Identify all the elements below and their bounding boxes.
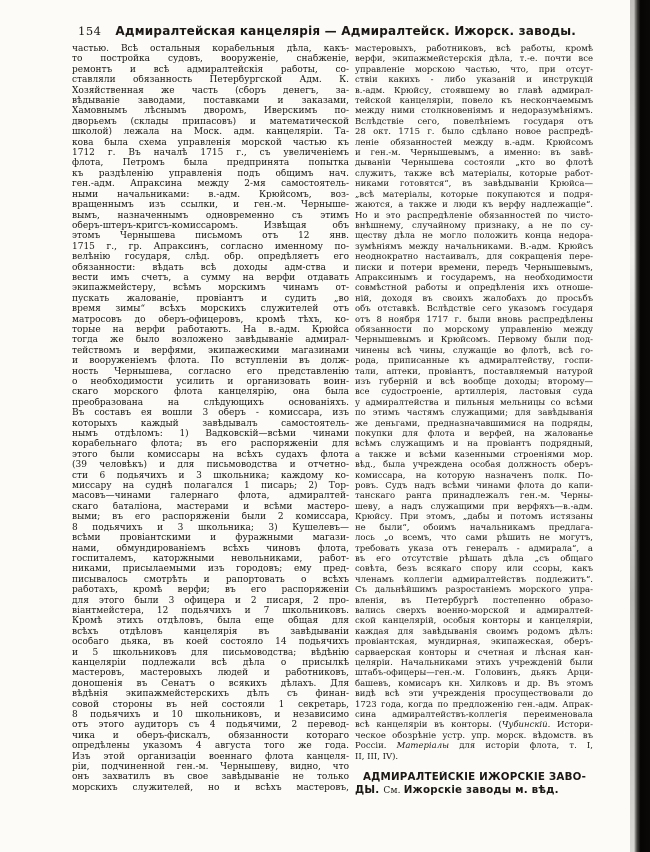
text-line: внѣшнему, случайному признаку, а не по су-: [355, 220, 593, 231]
text-line: віантмейстера, 12 подьячихъ и 7 школьниковъ.: [72, 605, 349, 616]
text-line: мастеровыхъ, работниковъ, всѣ работы, кромѣ: [355, 44, 593, 54]
entry-headword-line1: АДМИРАЛТЕЙСКІЕ ИЖОРСКІЕ ЗАВО-: [363, 771, 587, 784]
text-line: масовъ—чинами галернаго флота, адмиралтей-: [72, 491, 349, 502]
text-line: „всѣ матеріалы, которые покупаются и подря-: [355, 189, 593, 200]
text-line: миссару на суднѣ полагался 1 писарь; 2) Тор-: [72, 481, 349, 492]
text-line: Изъ этой организаціи военнаго флота канцеля-: [72, 751, 349, 762]
text-line: танскаго ранга принадлежалъ ген.-м. Черны-: [355, 491, 593, 502]
text-line: отъ этого аудиторъ съ 4 подьячими, 2 перевод-: [72, 720, 349, 731]
text-line: дворьемъ (склады припасовъ) и математической: [72, 116, 349, 127]
see-abbreviation: См.: [383, 786, 401, 797]
text-line: ставляли обязанность Петербургской Адм. К.: [72, 75, 349, 86]
text-line: зумѣніямъ между начальниками. В.-адм. Крюйсъ: [355, 241, 593, 252]
text-line: дываніи Чернышева состояли „кто во флотѣ: [355, 158, 593, 169]
page-number: 154: [78, 24, 102, 38]
text-line: в.-адм. Крюйсу, стоявшему во главѣ адмирал-: [355, 85, 593, 96]
right-column: [355, 44, 593, 797]
text-line: всѣхъ отдѣловъ канцелярія въ завѣдываніи: [72, 626, 349, 637]
text-line: (39 человѣкъ) и для письмоводства и отчетно-: [72, 460, 349, 471]
text-line: время зимы“ всѣхъ морскихъ служителей отъ: [72, 304, 349, 315]
text-line: шеву, а надъ служащими при верфяхъ—в.-адм.: [355, 501, 593, 512]
text-line: все судостроеніе, артиллерія, ластовыя суда: [355, 387, 593, 398]
text-line: требовать указа отъ генералъ - адмирала“, а: [355, 543, 593, 554]
text-line: ность Чернышева, согласно его представленію: [72, 366, 349, 377]
text-line: видѣ всѣ эти учрежденія просуществовали до: [355, 689, 593, 700]
text-line: ген.-адм. Апраксина между 2-мя самостоятель-: [72, 179, 349, 190]
text-line: ствіи какихъ - либо указаній и инструкцій: [355, 75, 593, 86]
running-title: Адмиралтейская канцелярія — Адмиралтейск. Ижорск. заводы.: [115, 24, 577, 38]
text-line: тейской канцеляріи, повело къ нескончаемымъ: [355, 96, 593, 107]
text-line: кова была схема управленія морской частью къ: [72, 137, 349, 148]
text-line: къ раздѣленію управленія подъ общимъ нач.: [72, 168, 349, 179]
text-line: совой стороны въ ней состояли 1 секретарь,: [72, 699, 349, 710]
text-line: служитъ, также всѣ матеріалы, которые работ-: [355, 168, 593, 179]
text-line: ществу дѣла не могло положить конца недора-: [355, 231, 593, 242]
text-line: школой) лежала на Моск. адм. канцеляріи. Та-: [72, 127, 349, 138]
text-line: целяріи. Начальниками этихъ учрежденій были: [355, 657, 593, 668]
text-line: этого были комиссары на всѣхъ судахъ флота: [72, 449, 349, 460]
text-line: особаго дьяка, въ коей состояло 14 подьячихъ: [72, 637, 349, 648]
text-line: морскихъ служителей, но и всѣхъ мастеровъ,: [72, 782, 349, 793]
scan-edge-shadow: [634, 0, 650, 852]
text-line: ній, доходя въ своихъ жалобахъ до просьбъ: [355, 293, 593, 304]
text-line: вались сверхъ военно-морской и адмиралтей-: [355, 605, 593, 616]
text-line: корабельнаго флота; въ его распоряженіи для: [72, 439, 349, 450]
text-line: вѣдѣнія экипажмейстерскихъ дѣлъ съ финан-: [72, 689, 349, 700]
text-line: Кромѣ этихъ отдѣловъ, была еще общая для: [72, 616, 349, 627]
left-column: [72, 44, 349, 797]
text-line: въ его отсутствіе рѣшать дѣла „съ общаго: [355, 553, 593, 564]
text-line: писывалось смотрѣть и рапортовать о всѣхъ: [72, 574, 349, 585]
text-line: 1715 г., гр. Апраксинъ, согласно именному по-: [72, 241, 349, 252]
text-line: обязанности по морскому управленію между: [355, 324, 593, 335]
text-columns: [72, 44, 593, 797]
text-line: II, III, IV).: [355, 751, 399, 762]
text-line: о необходимости усилить и организовать воин-: [72, 377, 349, 387]
text-line: для этого были 3 офицера и 2 писаря, 2 про-: [72, 595, 349, 606]
text-line: преобразована на слѣдующихъ основаніяхъ.: [72, 397, 349, 408]
text-line: покупки для флота и верфей, на жалованье: [355, 429, 593, 440]
entry-headword-part2: ДЫ.: [355, 784, 380, 797]
text-line: канцеляріи подлежали всѣ дѣла о присылкѣ: [72, 657, 349, 668]
text-line: доношенія въ Сенатъ о всякихъ дѣлахъ. Для: [72, 678, 349, 689]
text-line: ремонтъ и всѣ адмиралтейскія работы, со-: [72, 64, 349, 75]
text-line: 1712 г. Въ началѣ 1715 г., съ увеличеніемъ: [72, 148, 349, 159]
text-line: 8 подьячихъ и 10 школьниковъ, и независимо: [72, 710, 349, 720]
text-line: всѣми провіантскими и фуражными магази-: [72, 533, 349, 544]
text-line: Хозяйственная же часть (сборъ денегъ, за-: [72, 85, 349, 96]
text-line: неоднократно настаивалъ, для сокращенія пере-: [355, 252, 593, 263]
text-line: чика и оберъ-фискалъ, обязанности котораго: [72, 730, 349, 741]
text-line: вращеннымъ изъ ссылки, и ген.-м. Черныше-: [72, 200, 349, 211]
text-line: Чернышевымъ и Крюйсомъ. Первому были под-: [355, 335, 593, 346]
text-line: совѣта, безъ всякаго спору или ссоры, какъ: [355, 564, 593, 575]
text-line: ными начальниками: в.-адм. Крюйсомъ, воз-: [72, 189, 349, 200]
text-line: вленія, въ Петербургѣ постепенно образо-: [355, 595, 593, 606]
entry-cross-reference: Ижорскіе заводы м. вѣд.: [403, 784, 559, 797]
text-line: у адмиралтейства и пильныя мельницы со всѣми: [355, 397, 593, 408]
text-line: оберъ-штеръ-кригсъ-комиссаромъ. Извѣщая объ: [72, 220, 349, 231]
text-line: между ними столкновеніямъ и недоразумѣніямъ.: [355, 106, 593, 117]
text-line: не были“, обоимъ начальникамъ предлага-: [355, 522, 593, 533]
page-header: [78, 24, 590, 38]
text-line: изъ губерній и всѣ вообще доходы; второму—: [355, 377, 593, 387]
text-line: частью. Всѣ остальныя корабельныя дѣла, какъ-: [72, 44, 349, 54]
text-line: торые на верфи работаютъ. На в.-адм. Крюйса: [72, 324, 349, 335]
text-line: скаго морского флота канцелярію, она была: [72, 387, 349, 398]
text-line: каждая для завѣдыванія своимъ родомъ дѣлъ:: [355, 626, 593, 637]
text-line: по этимъ частямъ служащими; для завѣдыванія: [355, 408, 593, 419]
text-line: отъ 8 ноября 1717 г. были вновь распредѣлены: [355, 314, 593, 325]
text-line: Но и это распредѣленіе обязанностей по чисто-: [355, 210, 593, 221]
text-line: всѣмъ служащимъ и на провіантъ подрядный,: [355, 439, 593, 450]
text-line: то постройка судовъ, вооруженіе, снабженіе,: [72, 54, 349, 65]
text-line: верфи, экипажмейстерскія дѣла, т.-е. почти все: [355, 54, 593, 65]
text-line: комиссара, на которую назначенъ полк. По-: [355, 470, 593, 481]
text-line: тогда же было возложено завѣдываніе адмирал-: [72, 335, 349, 346]
next-entry: [355, 771, 593, 797]
text-line: рода, приписанные къ адмиралтейству, госпи-: [355, 356, 593, 367]
text-line: и ген.-м. Чернышевымъ, а именно: въ завѣ-: [355, 148, 593, 159]
text-line: Въ составъ ея вошли 3 оберъ - комиссара, изъ: [72, 408, 349, 419]
text-line: 1723 года, когда по предложенію ген.-адм. Апрак-: [355, 699, 593, 710]
text-line: работахъ, кромѣ верфи; въ его распоряженіи: [72, 585, 349, 596]
text-line: вымъ, назначеннымъ одновременно съ этимъ: [72, 210, 349, 221]
text-line: Хамовнымъ лѣснымъ дворомъ, Иверскимъ по-: [72, 106, 349, 117]
text-line: ческое обозрѣніе устр. упр. морск. вѣдомств. въ: [355, 730, 593, 741]
text-line: вести имъ счетъ, а сумму на верфи отдавать: [72, 272, 349, 283]
text-line: и вооруженіемъ флота. По вступленіи въ долж-: [72, 356, 349, 367]
text-line: вѣдываніе заводами, поставками и заказами,: [72, 96, 349, 107]
text-line: скаго баталіона, мастерами и всѣми мастеро-: [72, 501, 349, 512]
text-line: никами готовятся“, въ завѣдываніи Крюйса—: [355, 179, 593, 190]
right-column-lines: [355, 44, 593, 762]
text-line: всѣ канцеляріи въ конторы. (Чубинскій. Истори-: [355, 720, 593, 731]
text-line: матросовъ до оберъ-офицеровъ, кромѣ тѣхъ, ко-: [72, 314, 349, 325]
text-line: провіантская, мундирная, экипажеская, оберъ-: [355, 637, 593, 648]
text-line: Вслѣдствіе сего, повелѣніемъ государя отъ: [355, 116, 593, 127]
text-line: штабъ-офицеры—ген.-м. Головинъ, дьякъ Арци-: [355, 668, 593, 679]
text-line: башевъ, комисаръ кн. Хилковъ и др. Въ этомъ: [355, 678, 593, 689]
text-line: жаются, а также и люди къ верфу надлежащіе“.: [355, 200, 593, 211]
text-line: писки и потери времени, передъ Чернышевымъ,: [355, 262, 593, 273]
text-line: членамъ коллегіи адмиралтействъ подлежитъ“.: [355, 574, 593, 585]
text-line: флота, Петромъ была предпринята попытка: [72, 158, 349, 169]
text-line: велѣнію государя, слѣд. обр. опредѣляетъ его: [72, 252, 349, 263]
text-line: выми; въ его распоряженіи были 2 комиссара,: [72, 512, 349, 523]
text-line: а также и всѣми казенными строеніями мор.: [355, 449, 593, 460]
text-line: объ отставкѣ. Вслѣдствіе сего указомъ государя: [355, 304, 593, 315]
text-line: госпиталемъ, каторжными невольниками, работ-: [72, 553, 349, 564]
text-line: Съ дальнѣйшимъ разростаніемъ морского упра-: [355, 585, 593, 596]
text-line: совмѣстной работы и опредѣленія ихъ отноше-: [355, 283, 593, 294]
text-line: 28 окт. 1715 г. было сдѣлано новое распредѣ-: [355, 127, 593, 138]
text-line: и 5 школьниковъ для письмоводства; вѣдѣнію: [72, 647, 349, 658]
text-line: которыхъ каждый завѣдывалъ самостоятель-: [72, 418, 349, 429]
text-line: Крюйсу. При этомъ, „дабы и потомъ истязаны: [355, 512, 593, 523]
text-line: нами, обмундированіемъ всѣхъ чиновъ флота,: [72, 543, 349, 554]
text-line: опредѣлены указомъ 4 августа того же года.: [72, 741, 349, 752]
text-line: леніе обязанностей между в.-адм. Крюйсомъ: [355, 137, 593, 148]
text-line: лось „о всемъ, что сами рѣшить не могутъ,: [355, 533, 593, 544]
text-line: управленіе морскою частью, что, при отсут-: [355, 64, 593, 75]
text-line: мастеровъ, мастеровыхъ людей и работниковъ,: [72, 668, 349, 679]
text-line: Россіи. Матеріалы для исторіи флота, т. I,: [355, 741, 593, 752]
text-line: же деньгами, предназначавшимися на подряды,: [355, 418, 593, 429]
text-line: чинены всѣ чины, служащіе во флотѣ, всѣ го-: [355, 345, 593, 356]
text-line: сина адмиралтействъ-коллегія переименовала: [355, 710, 593, 720]
entry-headword-line2: [355, 784, 593, 797]
text-line: нымъ отдѣломъ: 1) Вадковскій—всѣми чинами: [72, 429, 349, 440]
text-line: онъ захватилъ въ свое завѣдываніе не только: [72, 772, 349, 783]
text-line: тействомъ и верфями, экипажескими магазинами: [72, 345, 349, 356]
text-line: ровъ. Судъ надъ всѣми чинами флота до капи-: [355, 481, 593, 492]
text-line: обязанности: вѣдать всѣ доходы адм-ства и: [72, 262, 349, 273]
text-line: сарваерская конторы и счетная и лѣсная кан-: [355, 647, 593, 658]
text-line: сти 6 подьячихъ и 3 школьника; каждому ко-: [72, 470, 349, 481]
text-line: вѣд., была учреждена особая должность оберъ-: [355, 460, 593, 471]
text-line: ріи, подчиненной ген.-м. Чернышеву, видно, что: [72, 762, 349, 773]
text-line: никами, присылаемыми изъ городовъ; ему пред-: [72, 564, 349, 575]
text-line: тали, аптеки, провіантъ, поставляемый натурой: [355, 366, 593, 377]
text-line: ской канцелярій, особыя конторы и канцеляріи,: [355, 616, 593, 627]
text-line: Апраксинымъ и государемъ, на необходимости: [355, 272, 593, 283]
text-line: экипажмейстеру, всѣмъ морскимъ чинамъ от-: [72, 283, 349, 294]
text-line: этомъ Чернышева письмомъ отъ 12 янв.: [72, 231, 349, 242]
text-line: 8 подьячихъ и 3 школьника; 3) Кушелевъ—: [72, 522, 349, 533]
text-line: пускать жалованіе, провіантъ и судить „во: [72, 293, 349, 304]
